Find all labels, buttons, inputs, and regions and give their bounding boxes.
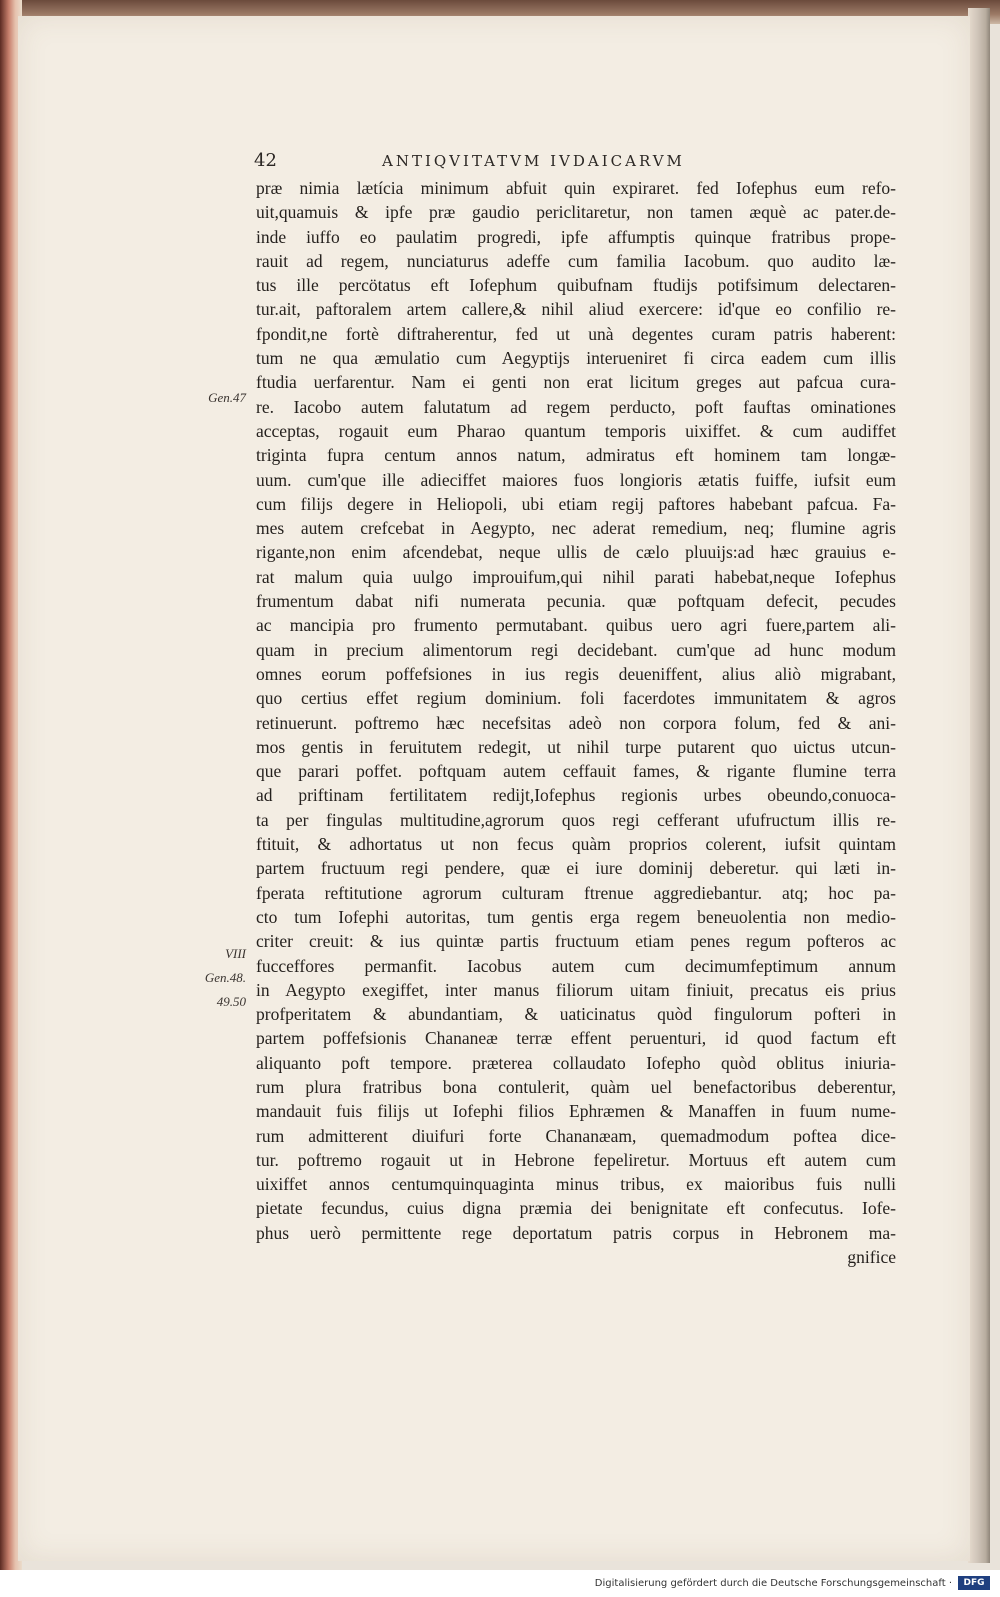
margin-note-gen-47: Gen.47: [208, 390, 246, 405]
text-line: ac mancipia pro frumento permutabant. quibus uero agri fuere,partem ali-: [256, 615, 896, 636]
text-line: uum. cum'que ille adieciffet maiores fuos longioris ætatis fuiffe, iufsit eum: [256, 469, 896, 490]
running-title: ANTIQVITATVM IVDAICARVM: [382, 152, 685, 170]
text-line: fperata reftitutione agrorum culturam ftrenue aggrediebantur. atq; hoc pa-: [256, 882, 896, 903]
text-line: rigante,non enim afcendebat, neque ullis de cælo pluuijs:ad hæc grauius e-: [256, 542, 896, 563]
text-line: tur.ait, paftoralem artem callere,& nihil aliud exercere: id'que eo confilio re-: [256, 299, 896, 320]
text-line: triginta fupra centum annos natum, admiratus eft hominem tam longæ-: [256, 445, 896, 466]
text-line: mos gentis in feruitutem redegit, ut nihil turpe putarent quo uictus utcun-: [256, 736, 896, 757]
page-number: 42: [254, 150, 277, 171]
text-line: omnes eorum poffefsiones in ius regis deueniffent, alius aliò migrabant,: [256, 663, 896, 684]
text-line: ftudia uerfarentur. Nam ei genti non erat licitum greges aut pafcua cura-: [256, 372, 896, 393]
body-text: [256, 176, 896, 1269]
text-line: aliquanto poft tempore. præterea collaudato Iofepho quòd oblitus iniuria-: [256, 1052, 896, 1073]
page-edge-right: [968, 8, 990, 1563]
text-line: profperitatem & abundantiam, & uaticinatus quòd fingulorum pofteri in: [256, 1004, 896, 1025]
text-line: uit,quamuis & ipfe præ gaudio periclitaretur, non tamen æquè ac pater.de-: [256, 202, 896, 223]
text-line: tus ille percötatus eft Iofephum quibufnam ftudijs potifsimum delectaren-: [256, 275, 896, 296]
text-line: cum filijs degere in Heliopoli, ubi etiam regij paftores habebant pafcua. Fa-: [256, 493, 896, 514]
text-line: fpondit,ne fortè diftraherentur, fed ut unà degentes curam patris haberent:: [256, 323, 896, 344]
running-head: [254, 150, 874, 174]
text-line: ta per fingulas multitudine,agrorum quos regi cefferant ufufructum illis re-: [256, 809, 896, 830]
text-line: que parari poffet. poftquam autem ceffauit fames, & rigante flumine terra: [256, 761, 896, 782]
text-line: uixiffet annos centumquinquaginta minus tribus, ex maioribus fuis nulli: [256, 1174, 896, 1195]
text-line: rum admitterent diuifuri forte Chananæam, quemadmodum poftea dice-: [256, 1125, 896, 1146]
text-line: phus uerò permittente rege deportatum patris corpus in Hebronem ma-: [256, 1222, 896, 1243]
text-line: rauit ad regem, nunciaturus adeffe cum familia Iacobum. quo audito læ-: [256, 250, 896, 271]
text-line: rum plura fratribus bona contulerit, quàm uel benefactoribus deberentur,: [256, 1076, 896, 1097]
text-line: cto tum Iofephi autoritas, tum gentis erga regem beneuolentia non medio-: [256, 906, 896, 927]
text-line: inde iuffo eo paulatim progredi, ipfe affumptis quinque fratribus prope-: [256, 226, 896, 247]
margin-note-chapter-viii: VIII: [225, 946, 246, 961]
text-line: ftituit, & adhortatus ut non fecus quàm proprios colerent, iufsit quintam: [256, 834, 896, 855]
text-line: gnifice: [847, 1247, 896, 1268]
text-line: partem poffefsionis Chananeæ terræ effent peruenturi, id quod factum eft: [256, 1028, 896, 1049]
text-line: re. Iacobo autem falutatum ad regem perducto, poft fauftas ominationes: [256, 396, 896, 417]
text-line: frumentum dabat nifi numerata pecunia. quæ poftquam defecit, pecudes: [256, 591, 896, 612]
text-line: quo certius effet regium dominium. foli facerdotes immunitatem & agros: [256, 688, 896, 709]
footer-credit: Digitalisierung gefördert durch die Deutsche Forschungsgemeinschaft ·: [594, 1578, 952, 1589]
text-line: partem fructuum regi pendere, quæ ei iure dominij deberetur. qui læti in-: [256, 858, 896, 879]
text-line: mes autem crefcebat in Aegypto, nec aderat remedium, neq; flumine agris: [256, 518, 896, 539]
text-line: in Aegypto exegiffet, inter manus filiorum uitam finiuit, precatus eis prius: [256, 979, 896, 1000]
text-line: pietate fecundus, cuius digna præmia dei benignitate eft confecutus. Iofe-: [256, 1198, 896, 1219]
footer-bar: [0, 1570, 1000, 1597]
text-line: tum ne qua æmulatio cum Aegyptijs interueniret fi circa eadem cum illis: [256, 348, 896, 369]
text-line: retinuerunt. poftremo hæc necefsitas adeò non corpora folum, fed & ani-: [256, 712, 896, 733]
text-line: rat malum quia uulgo improuifum,qui nihil parati habebat,neque Iofephus: [256, 566, 896, 587]
text-line: tur. poftremo rogauit ut in Hebrone fepeliretur. Mortuus eft autem cum: [256, 1149, 896, 1170]
text-line: ad priftinam fertilitatem redijt,Iofephus regionis urbes obeundo,conuoca-: [256, 785, 896, 806]
dfg-logo-icon: DFG: [958, 1576, 990, 1590]
margin-note-gen-48: Gen.48.: [204, 970, 246, 985]
text-line: criter creuit: & ius quintæ partis fructuum etiam penes regum pofteros ac: [256, 931, 896, 952]
text-line: præ nimia lætícia minimum abfuit quin expiraret. fed Iofephus eum refo-: [256, 178, 896, 198]
text-line: fucceffores permanfit. Iacobus autem cum decimumfeptimum annum: [256, 955, 896, 976]
text-line: mandauit fuis filijs ut Iofephi filios Ephræmen & Manaffen in fuum nume-: [256, 1101, 896, 1122]
margin-note-49-50: 49.50: [216, 994, 246, 1009]
text-line: quam in precium alimentorum regi decidebant. cum'que ad hunc modum: [256, 639, 896, 660]
text-line: acceptas, rogauit eum Pharao quantum temporis uixiffet. & cum audiffet: [256, 420, 896, 441]
